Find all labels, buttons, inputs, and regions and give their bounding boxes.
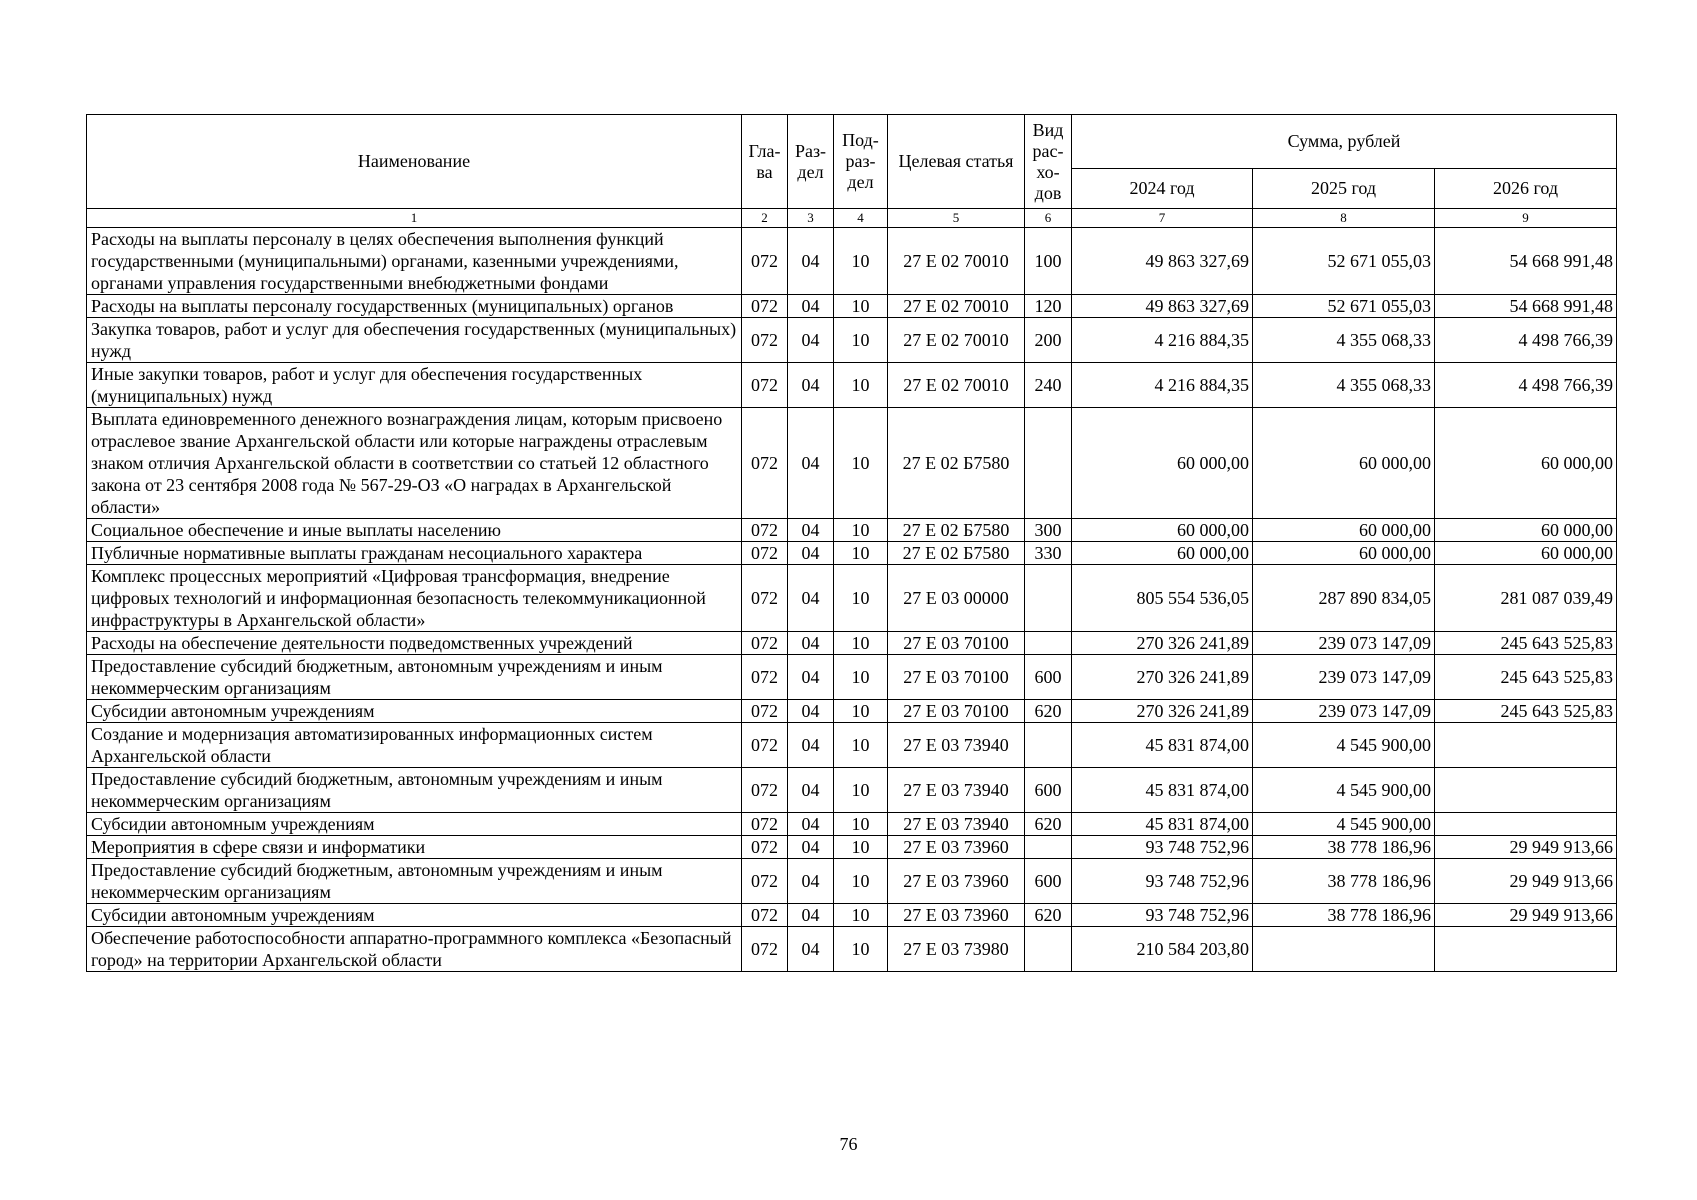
table-row — [87, 519, 1617, 542]
header-2024: 2024 год — [1072, 169, 1253, 209]
table-header — [87, 115, 1617, 228]
cell-razdel: 04 — [788, 927, 834, 972]
table-row — [87, 904, 1617, 927]
cell-amount-2026: 245 643 525,83 — [1435, 655, 1617, 700]
cell-podrazdel: 10 — [834, 318, 888, 363]
cell-glava: 072 — [742, 318, 788, 363]
cell-razdel: 04 — [788, 836, 834, 859]
cell-target-article: 27 Е 03 70100 — [888, 655, 1025, 700]
column-number: 2 — [742, 209, 788, 228]
cell-podrazdel: 10 — [834, 295, 888, 318]
cell-target-article: 27 Е 03 00000 — [888, 565, 1025, 632]
cell-name: Создание и модернизация автоматизированных информационных систем Архангельской области — [87, 723, 742, 768]
column-number: 3 — [788, 209, 834, 228]
cell-amount-2025: 287 890 834,05 — [1253, 565, 1435, 632]
column-number: 9 — [1435, 209, 1617, 228]
table-row — [87, 927, 1617, 972]
cell-expense-type: 600 — [1025, 859, 1072, 904]
cell-podrazdel: 10 — [834, 768, 888, 813]
cell-amount-2026: 245 643 525,83 — [1435, 632, 1617, 655]
cell-podrazdel: 10 — [834, 859, 888, 904]
cell-amount-2026: 60 000,00 — [1435, 519, 1617, 542]
cell-amount-2024: 45 831 874,00 — [1072, 723, 1253, 768]
column-number: 1 — [87, 209, 742, 228]
table-row — [87, 542, 1617, 565]
cell-amount-2024: 4 216 884,35 — [1072, 363, 1253, 408]
cell-glava: 072 — [742, 519, 788, 542]
cell-amount-2026: 29 949 913,66 — [1435, 904, 1617, 927]
cell-razdel: 04 — [788, 655, 834, 700]
cell-expense-type — [1025, 836, 1072, 859]
cell-amount-2026: 29 949 913,66 — [1435, 859, 1617, 904]
column-number: 7 — [1072, 209, 1253, 228]
cell-name: Выплата единовременного денежного вознаграждения лицам, которым присвоено отраслевое звание Архангельской области или которые награждены отраслевым знаком отличия Архангельской области в соответствии со статьей 12 областного закона от 23 сентября 2008 года № 567-29-ОЗ «О наградах в Архангельской области» — [87, 408, 742, 519]
cell-amount-2026 — [1435, 813, 1617, 836]
cell-glava: 072 — [742, 565, 788, 632]
header-2026: 2026 год — [1435, 169, 1617, 209]
cell-razdel: 04 — [788, 700, 834, 723]
cell-name: Социальное обеспечение и иные выплаты населению — [87, 519, 742, 542]
cell-podrazdel: 10 — [834, 363, 888, 408]
cell-amount-2025: 60 000,00 — [1253, 519, 1435, 542]
cell-expense-type: 300 — [1025, 519, 1072, 542]
cell-amount-2026: 29 949 913,66 — [1435, 836, 1617, 859]
cell-glava: 072 — [742, 768, 788, 813]
cell-name: Расходы на выплаты персоналу государственных (муниципальных) органов — [87, 295, 742, 318]
column-number: 8 — [1253, 209, 1435, 228]
cell-amount-2025: 38 778 186,96 — [1253, 859, 1435, 904]
cell-amount-2025: 4 545 900,00 — [1253, 813, 1435, 836]
cell-podrazdel: 10 — [834, 228, 888, 295]
cell-glava: 072 — [742, 408, 788, 519]
cell-target-article: 27 Е 03 73940 — [888, 723, 1025, 768]
cell-razdel: 04 — [788, 859, 834, 904]
column-number-row — [87, 209, 1617, 228]
cell-expense-type: 100 — [1025, 228, 1072, 295]
cell-expense-type: 620 — [1025, 700, 1072, 723]
cell-amount-2024: 60 000,00 — [1072, 542, 1253, 565]
column-number: 5 — [888, 209, 1025, 228]
cell-name: Комплекс процессных мероприятий «Цифровая трансформация, внедрение цифровых технологий и информационная безопасность телекоммуникационной инфраструктуры в Архангельской области» — [87, 565, 742, 632]
table-body — [87, 228, 1617, 972]
cell-target-article: 27 Е 02 70010 — [888, 318, 1025, 363]
cell-expense-type: 120 — [1025, 295, 1072, 318]
header-glava: Гла-ва — [742, 115, 788, 209]
cell-razdel: 04 — [788, 318, 834, 363]
cell-name: Предоставление субсидий бюджетным, автономным учреждениям и иным некоммерческим организациям — [87, 768, 742, 813]
cell-name: Публичные нормативные выплаты гражданам несоциального характера — [87, 542, 742, 565]
cell-amount-2026: 60 000,00 — [1435, 542, 1617, 565]
cell-target-article: 27 Е 03 70100 — [888, 700, 1025, 723]
cell-amount-2026 — [1435, 927, 1617, 972]
cell-name: Обеспечение работоспособности аппаратно-программного комплекса «Безопасный город» на территории Архангельской области — [87, 927, 742, 972]
cell-name: Субсидии автономным учреждениям — [87, 904, 742, 927]
cell-target-article: 27 Е 02 70010 — [888, 228, 1025, 295]
cell-target-article: 27 Е 02 Б7580 — [888, 408, 1025, 519]
budget-table — [86, 114, 1617, 972]
cell-razdel: 04 — [788, 813, 834, 836]
cell-amount-2024: 805 554 536,05 — [1072, 565, 1253, 632]
cell-expense-type — [1025, 927, 1072, 972]
cell-target-article: 27 Е 03 73940 — [888, 813, 1025, 836]
cell-name: Предоставление субсидий бюджетным, автономным учреждениям и иным некоммерческим организациям — [87, 859, 742, 904]
cell-expense-type — [1025, 565, 1072, 632]
cell-amount-2024: 45 831 874,00 — [1072, 768, 1253, 813]
table-row — [87, 836, 1617, 859]
cell-razdel: 04 — [788, 228, 834, 295]
cell-name: Субсидии автономным учреждениям — [87, 813, 742, 836]
cell-podrazdel: 10 — [834, 519, 888, 542]
cell-target-article: 27 Е 02 70010 — [888, 363, 1025, 408]
cell-name: Мероприятия в сфере связи и информатики — [87, 836, 742, 859]
cell-razdel: 04 — [788, 632, 834, 655]
cell-amount-2024: 60 000,00 — [1072, 408, 1253, 519]
cell-expense-type: 620 — [1025, 813, 1072, 836]
cell-glava: 072 — [742, 228, 788, 295]
column-number: 4 — [834, 209, 888, 228]
cell-amount-2025: 4 355 068,33 — [1253, 318, 1435, 363]
cell-target-article: 27 Е 03 70100 — [888, 632, 1025, 655]
cell-name: Расходы на выплаты персоналу в целях обеспечения выполнения функций государственными (муниципальными) органами, казенными учреждениями, органами управления государственными внебюджетными фондами — [87, 228, 742, 295]
cell-razdel: 04 — [788, 723, 834, 768]
cell-glava: 072 — [742, 813, 788, 836]
cell-expense-type — [1025, 723, 1072, 768]
table-row — [87, 700, 1617, 723]
cell-expense-type: 200 — [1025, 318, 1072, 363]
table-row — [87, 228, 1617, 295]
cell-expense-type: 600 — [1025, 768, 1072, 813]
cell-expense-type: 600 — [1025, 655, 1072, 700]
cell-glava: 072 — [742, 904, 788, 927]
header-razdel: Раз-дел — [788, 115, 834, 209]
cell-glava: 072 — [742, 363, 788, 408]
cell-amount-2026: 245 643 525,83 — [1435, 700, 1617, 723]
cell-razdel: 04 — [788, 408, 834, 519]
cell-amount-2025: 60 000,00 — [1253, 408, 1435, 519]
cell-podrazdel: 10 — [834, 408, 888, 519]
cell-amount-2026: 4 498 766,39 — [1435, 318, 1617, 363]
header-name: Наименование — [87, 115, 742, 209]
cell-razdel: 04 — [788, 565, 834, 632]
cell-glava: 072 — [742, 927, 788, 972]
table-row — [87, 859, 1617, 904]
cell-glava: 072 — [742, 836, 788, 859]
cell-amount-2026: 54 668 991,48 — [1435, 295, 1617, 318]
table-row — [87, 408, 1617, 519]
cell-target-article: 27 Е 03 73940 — [888, 768, 1025, 813]
cell-amount-2025: 38 778 186,96 — [1253, 904, 1435, 927]
cell-amount-2024: 93 748 752,96 — [1072, 836, 1253, 859]
cell-amount-2024: 49 863 327,69 — [1072, 228, 1253, 295]
table-row — [87, 813, 1617, 836]
cell-podrazdel: 10 — [834, 565, 888, 632]
cell-amount-2025: 4 545 900,00 — [1253, 768, 1435, 813]
cell-amount-2024: 60 000,00 — [1072, 519, 1253, 542]
cell-expense-type — [1025, 408, 1072, 519]
cell-amount-2024: 93 748 752,96 — [1072, 904, 1253, 927]
cell-name: Предоставление субсидий бюджетным, автономным учреждениям и иным некоммерческим организациям — [87, 655, 742, 700]
cell-target-article: 27 Е 02 Б7580 — [888, 519, 1025, 542]
cell-amount-2026: 54 668 991,48 — [1435, 228, 1617, 295]
cell-amount-2026 — [1435, 768, 1617, 813]
table-row — [87, 565, 1617, 632]
cell-amount-2025: 38 778 186,96 — [1253, 836, 1435, 859]
table-row — [87, 295, 1617, 318]
cell-amount-2025 — [1253, 927, 1435, 972]
cell-amount-2025: 4 545 900,00 — [1253, 723, 1435, 768]
cell-target-article: 27 Е 02 70010 — [888, 295, 1025, 318]
cell-expense-type: 620 — [1025, 904, 1072, 927]
cell-podrazdel: 10 — [834, 723, 888, 768]
cell-razdel: 04 — [788, 542, 834, 565]
cell-glava: 072 — [742, 542, 788, 565]
cell-target-article: 27 Е 02 Б7580 — [888, 542, 1025, 565]
table-row — [87, 768, 1617, 813]
cell-target-article: 27 Е 03 73960 — [888, 836, 1025, 859]
cell-amount-2024: 270 326 241,89 — [1072, 632, 1253, 655]
page-number: 76 — [839, 1134, 858, 1154]
table-row — [87, 632, 1617, 655]
cell-podrazdel: 10 — [834, 904, 888, 927]
cell-expense-type — [1025, 632, 1072, 655]
table-row — [87, 655, 1617, 700]
cell-razdel: 04 — [788, 519, 834, 542]
cell-razdel: 04 — [788, 768, 834, 813]
column-number: 6 — [1025, 209, 1072, 228]
cell-razdel: 04 — [788, 363, 834, 408]
cell-podrazdel: 10 — [834, 632, 888, 655]
header-sum: Сумма, рублей — [1072, 115, 1617, 169]
cell-expense-type: 330 — [1025, 542, 1072, 565]
header-target: Целевая статья — [888, 115, 1025, 209]
cell-name: Иные закупки товаров, работ и услуг для обеспечения государственных (муниципальных) нужд — [87, 363, 742, 408]
cell-amount-2024: 270 326 241,89 — [1072, 655, 1253, 700]
cell-glava: 072 — [742, 295, 788, 318]
table-row — [87, 363, 1617, 408]
cell-podrazdel: 10 — [834, 655, 888, 700]
cell-podrazdel: 10 — [834, 927, 888, 972]
cell-razdel: 04 — [788, 904, 834, 927]
cell-podrazdel: 10 — [834, 542, 888, 565]
cell-amount-2025: 239 073 147,09 — [1253, 632, 1435, 655]
header-2025: 2025 год — [1253, 169, 1435, 209]
cell-amount-2024: 45 831 874,00 — [1072, 813, 1253, 836]
cell-podrazdel: 10 — [834, 813, 888, 836]
cell-amount-2025: 4 355 068,33 — [1253, 363, 1435, 408]
cell-razdel: 04 — [788, 295, 834, 318]
cell-podrazdel: 10 — [834, 700, 888, 723]
cell-amount-2024: 93 748 752,96 — [1072, 859, 1253, 904]
cell-glava: 072 — [742, 859, 788, 904]
cell-amount-2024: 210 584 203,80 — [1072, 927, 1253, 972]
cell-amount-2024: 49 863 327,69 — [1072, 295, 1253, 318]
cell-name: Закупка товаров, работ и услуг для обеспечения государственных (муниципальных) нужд — [87, 318, 742, 363]
cell-amount-2026 — [1435, 723, 1617, 768]
table-row — [87, 723, 1617, 768]
cell-amount-2024: 4 216 884,35 — [1072, 318, 1253, 363]
cell-amount-2026: 281 087 039,49 — [1435, 565, 1617, 632]
cell-amount-2025: 239 073 147,09 — [1253, 655, 1435, 700]
cell-amount-2025: 239 073 147,09 — [1253, 700, 1435, 723]
cell-target-article: 27 Е 03 73980 — [888, 927, 1025, 972]
cell-target-article: 27 Е 03 73960 — [888, 904, 1025, 927]
cell-amount-2025: 52 671 055,03 — [1253, 228, 1435, 295]
cell-amount-2025: 60 000,00 — [1253, 542, 1435, 565]
cell-glava: 072 — [742, 655, 788, 700]
cell-name: Субсидии автономным учреждениям — [87, 700, 742, 723]
cell-amount-2026: 60 000,00 — [1435, 408, 1617, 519]
header-podrazdel: Под-раз-дел — [834, 115, 888, 209]
cell-expense-type: 240 — [1025, 363, 1072, 408]
cell-amount-2025: 52 671 055,03 — [1253, 295, 1435, 318]
table-row — [87, 318, 1617, 363]
cell-glava: 072 — [742, 632, 788, 655]
cell-glava: 072 — [742, 723, 788, 768]
cell-target-article: 27 Е 03 73960 — [888, 859, 1025, 904]
cell-amount-2024: 270 326 241,89 — [1072, 700, 1253, 723]
cell-glava: 072 — [742, 700, 788, 723]
header-vid: Вид рас-хо-дов — [1025, 115, 1072, 209]
cell-name: Расходы на обеспечение деятельности подведомственных учреждений — [87, 632, 742, 655]
cell-podrazdel: 10 — [834, 836, 888, 859]
cell-amount-2026: 4 498 766,39 — [1435, 363, 1617, 408]
